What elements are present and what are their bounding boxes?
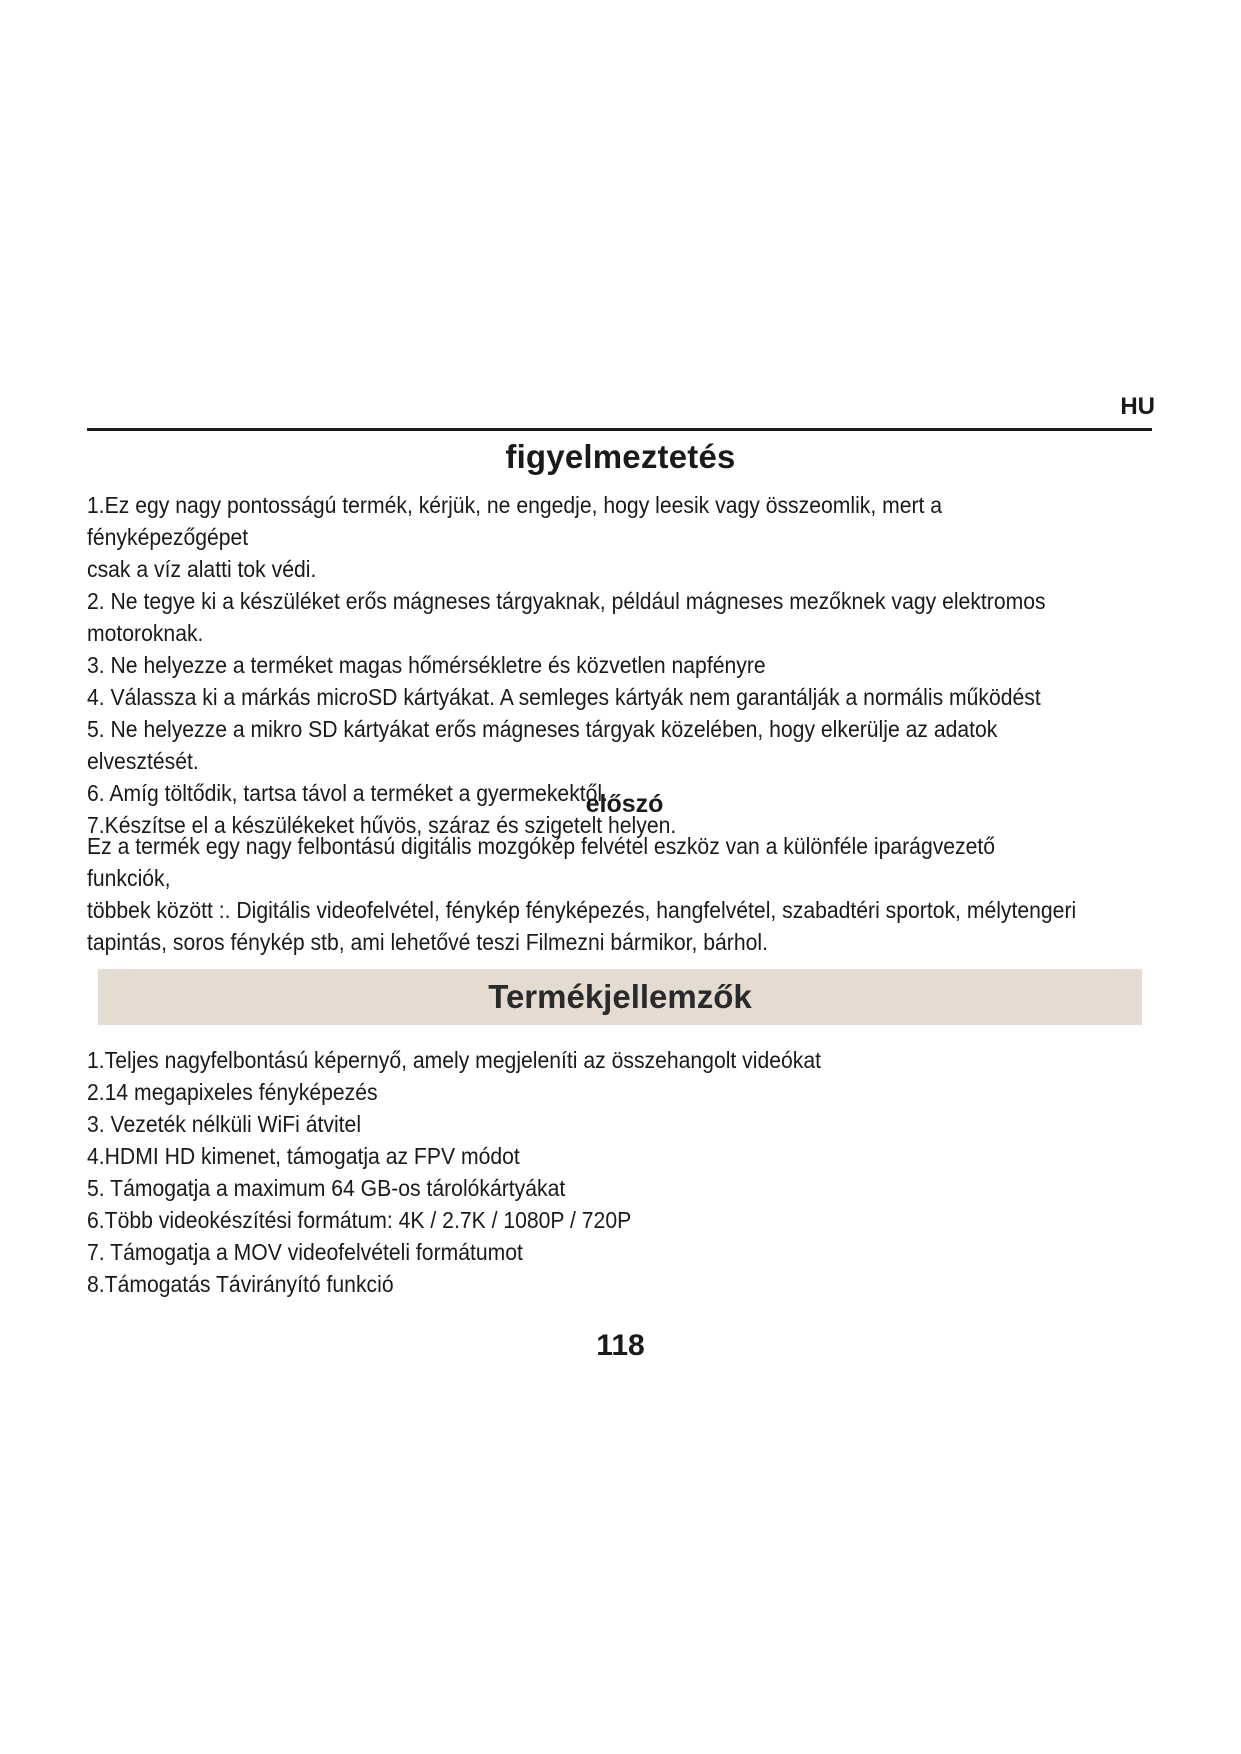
warning-line: csak a víz alatti tok védi. (87, 556, 317, 582)
preface-line: tapintás, soros fénykép stb, ami lehetővé teszi Filmezni bármikor, bárhol. (87, 929, 768, 955)
feature-line: 4.HDMI HD kimenet, támogatja az FPV módot (87, 1143, 520, 1169)
warning-list (87, 489, 1081, 841)
feature-line: 3. Vezeték nélküli WiFi átvitel (87, 1111, 362, 1137)
feature-line: 7. Támogatja a MOV videofelvételi formátumot (87, 1239, 523, 1265)
preface-line: többek között :. Digitális videofelvétel, fénykép fényképezés, hangfelvétel, szabadtéri sportok, mélytengeri (87, 897, 1077, 923)
warning-title: figyelmeztetés (505, 438, 736, 475)
feature-line: 2.14 megapixeles fényképezés (87, 1079, 378, 1105)
warning-line: 7.Készítse el a készülékeket hűvös, száraz és szigetelt helyen. (87, 812, 677, 838)
warning-line: 1.Ez egy nagy pontosságú termék, kérjük, ne engedje, hogy leesik vagy összeomlik, mert a fényképezőgépet (87, 492, 943, 550)
feature-line: 6.Több videokészítési formátum: 4K / 2.7K / 1080P / 720P (87, 1207, 632, 1233)
header-divider (87, 428, 1152, 431)
warning-line: 4. Válassza ki a márkás microSD kártyákat. A semleges kártyák nem garantálják a normális működést (87, 684, 1041, 710)
preface-text (87, 830, 1081, 958)
feature-line: 8.Támogatás Távirányító funkció (87, 1271, 394, 1297)
page-number: 118 (596, 1329, 645, 1362)
preface-title: előszó (585, 790, 664, 818)
feature-line: 1.Teljes nagyfelbontású képernyő, amely megjeleníti az összehangolt videókat (87, 1047, 821, 1073)
warning-line: 2. Ne tegye ki a készüléket erős mágneses tárgyaknak, például mágneses mezőknek vagy elektromos (87, 588, 1046, 614)
warning-line: motoroknak. (87, 620, 204, 646)
feature-line: 5. Támogatja a maximum 64 GB-os tárolókártyákat (87, 1175, 566, 1201)
language-code: HU (1120, 393, 1155, 420)
warning-line: 3. Ne helyezze a terméket magas hőmérsékletre és közvetlen napfényre (87, 652, 766, 678)
warning-line: 5. Ne helyezze a mikro SD kártyákat erős mágneses tárgyak közelében, hogy elkerülje az adatok elvesztését. (87, 716, 998, 774)
warning-line: 6. Amíg töltődik, tartsa távol a terméket a gyermekektől. (87, 780, 609, 806)
features-banner (98, 969, 1142, 1025)
features-title: Termékjellemzők (488, 978, 752, 1015)
preface-line: Ez a termék egy nagy felbontású digitális mozgókép felvétel eszköz van a különféle iparágvezető funkciók, (87, 833, 996, 891)
features-list (87, 1044, 1081, 1300)
